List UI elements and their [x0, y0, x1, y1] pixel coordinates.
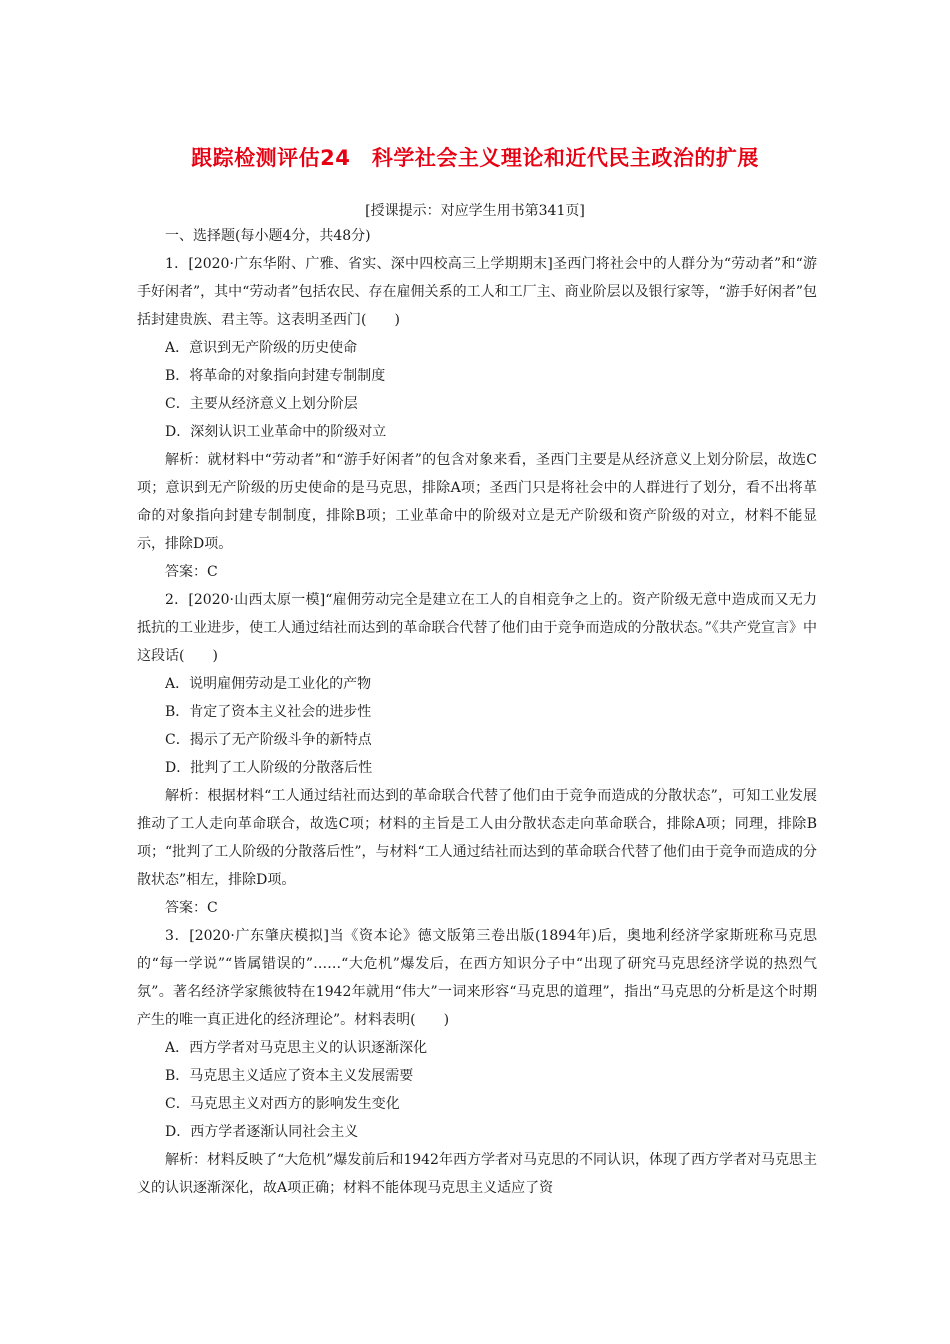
- option-d: D．深刻认识工业革命中的阶级对立: [165, 424, 387, 440]
- option-b: B．将革命的对象指向封建专制制度: [165, 368, 386, 384]
- analysis-text: 解析：就材料中“劳动者”和“游手好闲者”的包含对象来看，圣西门主要是从经济意义上划分阶层，故选C项；意识到无产阶级的历史使命的是马克思，排除A项；圣西门只是将社会中的人群进行了划分，看不出将革命的对象指向封建专制制度，排除B项；工业革命中的阶级对立是无产阶级和资产阶级的对立，材料不能显示，排除D项。: [137, 452, 817, 552]
- option-d: D．西方学者逐渐认同社会主义: [165, 1124, 359, 1140]
- answer-text: 答案：C: [165, 900, 218, 916]
- option-c: C．马克思主义对西方的影响发生变化: [165, 1096, 400, 1112]
- analysis-text: 解析：材料反映了“大危机”爆发前后和1942年西方学者对马克思的不同认识，体现了西方学者对马克思主义的认识逐渐深化，故A项正确；材料不能体现马克思主义适应了资: [137, 1152, 817, 1196]
- option-c: C．揭示了无产阶级斗争的新特点: [165, 732, 372, 748]
- option-c: C．主要从经济意义上划分阶层: [165, 396, 358, 412]
- analysis-text: 解析：根据材料“工人通过结社而达到的革命联合代替了他们由于竞争而造成的分散状态”，可知工业发展推动了工人走向革命联合，故选C项；材料的主旨是工人由分散状态走向革命联合，排除A项；同理，排除B项；“批判了工人阶级的分散落后性”，与材料“工人通过结社而达到的革命联合代替了他们由于竞争而造成的分散状态”相左，排除D项。: [137, 788, 817, 888]
- option-b: B．马克思主义适应了资本主义发展需要: [165, 1068, 414, 1084]
- answer-text: 答案：C: [165, 564, 218, 580]
- question-stem: 3．[2020·广东肇庆模拟]当《资本论》德文版第三卷出版(1894年)后，奥地利经济学家斯班称马克思的“每一学说”“皆属错误的”……“大危机”爆发后，在西方知识分子中“出现了研究马克思经济学说的热烈气氛”。著名经济学家熊彼特在1942年就用“伟大”一词来形容“马克思的道理”，指出“马克思的分析是这个时期产生的唯一真正进化的经济理论”。材料表明( ): [137, 928, 817, 1028]
- option-a: A．意识到无产阶级的历史使命: [165, 340, 358, 356]
- option-a: A．说明雇佣劳动是工业化的产物: [165, 676, 372, 692]
- document-title: 跟踪检测评估24 科学社会主义理论和近代民主政治的扩展: [191, 146, 759, 170]
- document-body: [137, 222, 817, 1202]
- question-stem: 1．[2020·广东华附、广雅、省实、深中四校高三上学期期末]圣西门将社会中的人群分为“劳动者”和“游手好闲者”，其中“劳动者”包括农民、存在雇佣关系的工人和工厂主、商业阶层以及银行家等，“游手好闲者”包括封建贵族、君主等。这表明圣西门( ): [137, 256, 817, 328]
- option-d: D．批判了工人阶级的分散落后性: [165, 760, 373, 776]
- textbook-hint: [授课提示：对应学生用书第341页]: [365, 203, 585, 219]
- section-heading: 一、选择题(每小题4分，共48分): [165, 228, 371, 244]
- option-a: A．西方学者对马克思主义的认识逐渐深化: [165, 1040, 428, 1056]
- question-stem: 2．[2020·山西太原一模]“雇佣劳动完全是建立在工人的自相竞争之上的。资产阶级无意中造成而又无力抵抗的工业进步，使工人通过结社而达到的革命联合代替了他们由于竞争而造成的分散状态。”《共产党宣言》中这段话( ): [137, 592, 817, 664]
- option-b: B．肯定了资本主义社会的进步性: [165, 704, 372, 720]
